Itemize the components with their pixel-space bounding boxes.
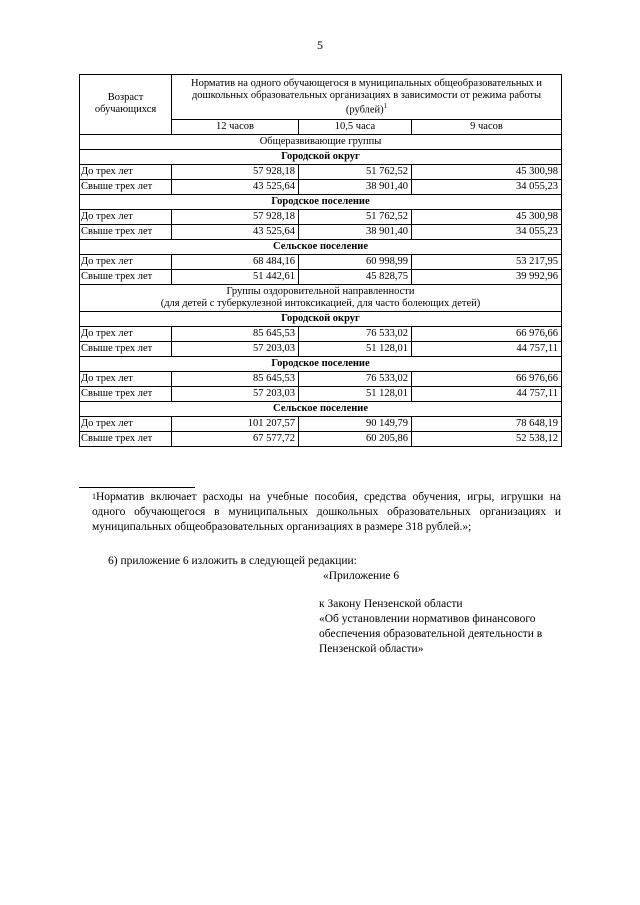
- appendix-title: «Приложение 6: [323, 570, 400, 582]
- group-row: [80, 149, 562, 164]
- column-10-5-hours: 10,5 часа: [299, 119, 412, 134]
- row-label: До трех лет: [80, 254, 172, 269]
- section-row: [80, 284, 562, 311]
- row-label: До трех лет: [80, 164, 172, 179]
- table-cell: 60 205,86: [299, 431, 412, 446]
- group-row: [80, 311, 562, 326]
- table-cell: 101 207,57: [172, 416, 299, 431]
- group-title: Городское поселение: [80, 194, 562, 209]
- appendix-subtitle: [319, 597, 569, 657]
- section-row: [80, 134, 562, 149]
- footnote-divider: [79, 487, 195, 488]
- group-title: Сельское поселение: [80, 401, 562, 416]
- column-12-hours: 12 часов: [172, 119, 299, 134]
- row-label: До трех лет: [80, 209, 172, 224]
- table-row: [80, 431, 562, 446]
- table-cell: 76 533,02: [299, 326, 412, 341]
- table-cell: 53 217,95: [412, 254, 562, 269]
- row-label: Свыше трех лет: [80, 341, 172, 356]
- footnote: [92, 490, 561, 535]
- norm-header-text: Норматив на одного обучающегося в муниципальных общеобразовательных и дошкольных образовательных организациях в зависимости от режима работы (рублей): [190, 78, 543, 116]
- group-row: [80, 239, 562, 254]
- column-9-hours: 9 часов: [412, 119, 562, 134]
- table-cell: 57 203,03: [172, 341, 299, 356]
- row-label: Свыше трех лет: [80, 386, 172, 401]
- table-cell: 66 976,66: [412, 371, 562, 386]
- row-label: Свыше трех лет: [80, 431, 172, 446]
- table-row: [80, 371, 562, 386]
- table-row: [80, 386, 562, 401]
- table-cell: 51 128,01: [299, 341, 412, 356]
- table-cell: 34 055,23: [412, 224, 562, 239]
- section-title-line: Общеразвивающие группы: [259, 135, 382, 147]
- table-row: [80, 416, 562, 431]
- appendix-law-line: к Закону Пензенской области: [319, 598, 463, 610]
- table-cell: 85 645,53: [172, 371, 299, 386]
- table-cell: 67 577,72: [172, 431, 299, 446]
- group-title: Городской округ: [80, 149, 562, 164]
- norms-table: [79, 74, 562, 447]
- table-cell: 90 149,79: [299, 416, 412, 431]
- section-title-line: (для детей с туберкулезной интоксикацией, для часто болеющих детей): [160, 297, 481, 309]
- age-column-header: Возраст обучающихся: [80, 75, 172, 135]
- row-label: Свыше трех лет: [80, 269, 172, 284]
- table-row: [80, 254, 562, 269]
- row-label: До трех лет: [80, 371, 172, 386]
- row-label: Свыше трех лет: [80, 224, 172, 239]
- row-label: До трех лет: [80, 416, 172, 431]
- table-cell: 66 976,66: [412, 326, 562, 341]
- group-row: [80, 194, 562, 209]
- table-cell: 45 300,98: [412, 209, 562, 224]
- group-title: Городской округ: [80, 311, 562, 326]
- table-row: [80, 224, 562, 239]
- table-row: [80, 326, 562, 341]
- table-cell: 51 128,01: [299, 386, 412, 401]
- table-cell: 57 928,18: [172, 209, 299, 224]
- table-cell: 57 928,18: [172, 164, 299, 179]
- page-number: 5: [317, 38, 323, 52]
- table-row: [80, 179, 562, 194]
- table-cell: 51 762,52: [299, 164, 412, 179]
- row-label: До трех лет: [80, 326, 172, 341]
- section-title: [80, 284, 562, 311]
- table-cell: 51 442,61: [172, 269, 299, 284]
- footnote-mark: 1: [92, 492, 96, 501]
- row-label: Свыше трех лет: [80, 179, 172, 194]
- table-cell: 52 538,12: [412, 431, 562, 446]
- section-title-line: Группы оздоровительной направленности: [226, 285, 415, 297]
- table-cell: 38 901,40: [299, 179, 412, 194]
- table-cell: 76 533,02: [299, 371, 412, 386]
- table-cell: 45 300,98: [412, 164, 562, 179]
- table-cell: 51 762,52: [299, 209, 412, 224]
- table-cell: 43 525,64: [172, 224, 299, 239]
- table-row: [80, 164, 562, 179]
- table-cell: 44 757,11: [412, 386, 562, 401]
- table-cell: 38 901,40: [299, 224, 412, 239]
- table-row: [80, 269, 562, 284]
- table-cell: 39 992,96: [412, 269, 562, 284]
- appendix-law-title: «Об установлении нормативов финансового обеспечения образовательной деятельности в Пензенской области»: [319, 613, 543, 655]
- table-cell: 34 055,23: [412, 179, 562, 194]
- section-title: [80, 134, 562, 149]
- table-cell: 44 757,11: [412, 341, 562, 356]
- footnote-ref: 1: [383, 102, 388, 111]
- table-cell: 85 645,53: [172, 326, 299, 341]
- table-cell: 68 484,16: [172, 254, 299, 269]
- table-cell: 57 203,03: [172, 386, 299, 401]
- group-row: [80, 401, 562, 416]
- table-cell: 60 998,99: [299, 254, 412, 269]
- table-cell: 45 828,75: [299, 269, 412, 284]
- footnote-text: Норматив включает расходы на учебные пособия, средства обучения, игры, игрушки на одного обучающегося в муниципальных дошкольных образовательных организациях и муниципальных общеобразовательных организациях в размере 318 рублей.»;: [92, 491, 561, 533]
- item-6-text: 6) приложение 6 изложить в следующей редакции:: [108, 555, 357, 567]
- table-cell: 78 648,19: [412, 416, 562, 431]
- table-header-row: [80, 75, 562, 120]
- group-title: Городское поселение: [80, 356, 562, 371]
- table-row: [80, 209, 562, 224]
- norm-column-header: [172, 75, 562, 120]
- group-row: [80, 356, 562, 371]
- group-title: Сельское поселение: [80, 239, 562, 254]
- table-row: [80, 341, 562, 356]
- table-cell: 43 525,64: [172, 179, 299, 194]
